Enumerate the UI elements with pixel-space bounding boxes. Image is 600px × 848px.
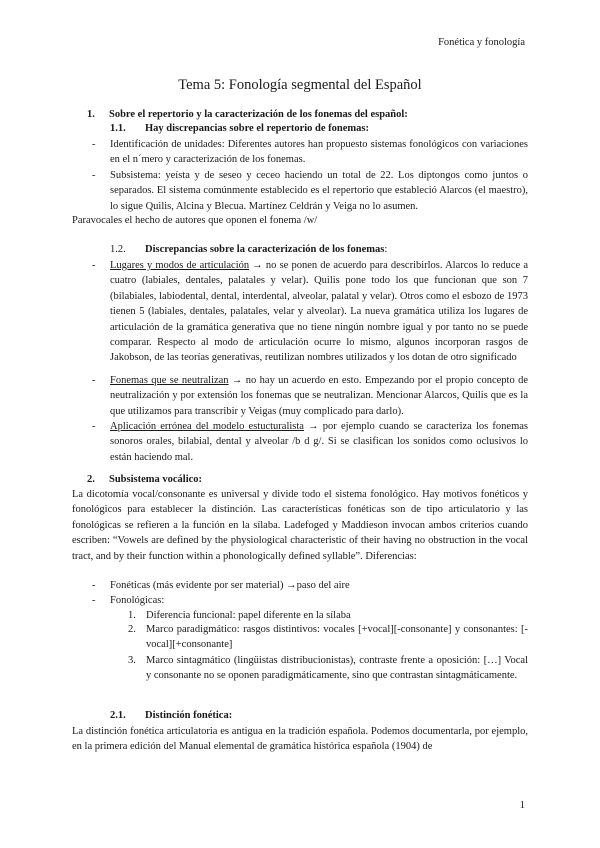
paragraph: La dicotomía vocal/consonante es universal y divide todo el sistema fonológico. Hay motivos fonéticos y fonológicos para establecer la distinción. Las características fonéticas son de tipo articulatorio y las fonológicas se refieren a la función en la sílaba. Ladefoged y Maddieson invocan ambos criterios cuando escriben: “Vowels are defined by the physiological characteristic of their having no obstruction in the vocal tract, and by their function within a phonologically defined syllable”. Diferencias: bbox=[72, 489, 528, 562]
bullet-dash: - bbox=[92, 580, 96, 591]
section-2-number: 2. bbox=[87, 474, 95, 485]
list-item: Identificación de unidades: Diferentes autores han propuesto sistemas fonológicos con variaciones en el n´mero y caracterización de los fonemas. bbox=[110, 139, 528, 166]
section-1-number: 1. bbox=[87, 109, 95, 120]
numbered-item-number: 2. bbox=[128, 624, 136, 635]
section-2-1-number: 2.1. bbox=[110, 710, 126, 721]
running-header: Fonética y fonología bbox=[438, 37, 525, 48]
page-title: Tema 5: Fonología segmental del Español bbox=[178, 77, 422, 93]
paragraph: La distinción fonética articulatoria es antigua en la tradición española. Podemos documentarla, por ejemplo, en la primera edición del Manual elemental de gramática histórica española (1904) de bbox=[72, 726, 528, 753]
bullet-dash: - bbox=[92, 139, 96, 150]
section-1-2-heading: Discrepancias sobre la caracterización de los fonemas: bbox=[145, 244, 388, 255]
section-1-1-heading: Hay discrepancias sobre el repertorio de fonemas: bbox=[145, 123, 369, 134]
list-item: Aplicación errónea del modelo estucturalista → por ejemplo cuando se caracteriza los fonemas sonoros orales, bilabial, dental y alveolar /b d g/. Si se clasifican los sonidos como oclusivos lo están haciendo mal. bbox=[110, 421, 528, 463]
numbered-item: Diferencia funcional: papel diferente en la sílaba bbox=[146, 610, 351, 621]
bullet-dash: - bbox=[92, 595, 96, 606]
list-item: Subsistema: yeísta y de seseo y ceceo haciendo un total de 22. Los diptongos como juntos o separados. El sistema comúnmente establecido es el repertorio que estableció Alarcos (el maestro), lo sigue Quilis, Alcina y Blecua. Martínez Celdrán y Veiga no lo asumen. bbox=[110, 170, 528, 212]
bullet-dash: - bbox=[92, 260, 96, 271]
numbered-item: Marco sintagmático (lingüistas distribucionistas), contraste frente a oposición: […] Vocal y consonante no se oponen paradigmáticamente, sino que contrastan sintagmáticamente. bbox=[146, 655, 528, 682]
list-item: Lugares y modos de articulación → no se ponen de acuerdo para describirlos. Alarcos lo reduce a cuatro (labiales, dentales, palatales y velar). Quilis pone todo los que funcionan que son 7 (bilabiales, labiodental, dental, interdental, alveolar, palatal y velar). Otros como el esbozo de 1973 tienen 5 (labiales, dentales, palatales, velar y alveolar). La nueva gramática utiliza los lugares de articulación de la gramática generativa que no tiene ningún nombre igual y por tanto no se puede comparar. Respecto al modo de articulación ocurre lo mismo, algunos incorporan rasgos de Jakobson, de las teorías generativas, reutilizan nombres utilizados y los dotan de otro significado bbox=[110, 260, 528, 364]
list-item: Fonemas que se neutralizan → no hay un acuerdo en esto. Empezando por el propio concepto de neutralización y por extensión los fonemas que se neutralizan. Mencionar Alarcos, Quilis que es la que utilizamos para transcribir y Veigas (muy complicado para darlo). bbox=[110, 375, 528, 417]
bullet-dash: - bbox=[92, 421, 96, 432]
section-2-1-heading: Distinción fonética: bbox=[145, 710, 233, 721]
paragraph-paravocales: Paravocales el hecho de autores que oponen el fonema /w/ bbox=[72, 215, 318, 226]
section-1-heading: Sobre el repertorio y la caracterización de los fonemas del español: bbox=[109, 109, 408, 120]
section-1-2-number: 1.2. bbox=[110, 244, 126, 255]
bullet-dash: - bbox=[92, 375, 96, 386]
numbered-item-number: 1. bbox=[128, 610, 136, 621]
page-number: 1 bbox=[519, 800, 525, 811]
numbered-item: Marco paradigmático: rasgos distintivos: vocales [+vocal][-consonante] y consonantes: [-vocal][+consonante] bbox=[146, 624, 528, 651]
bullet-dash: - bbox=[92, 170, 96, 181]
list-item: Fonológicas: bbox=[110, 595, 165, 606]
numbered-item-number: 3. bbox=[128, 655, 136, 666]
list-item: Fonéticas (más evidente por ser material) →paso del aire bbox=[110, 580, 350, 591]
section-2-heading: Subsistema vocálico: bbox=[109, 474, 203, 485]
section-1-1-number: 1.1. bbox=[110, 123, 126, 134]
